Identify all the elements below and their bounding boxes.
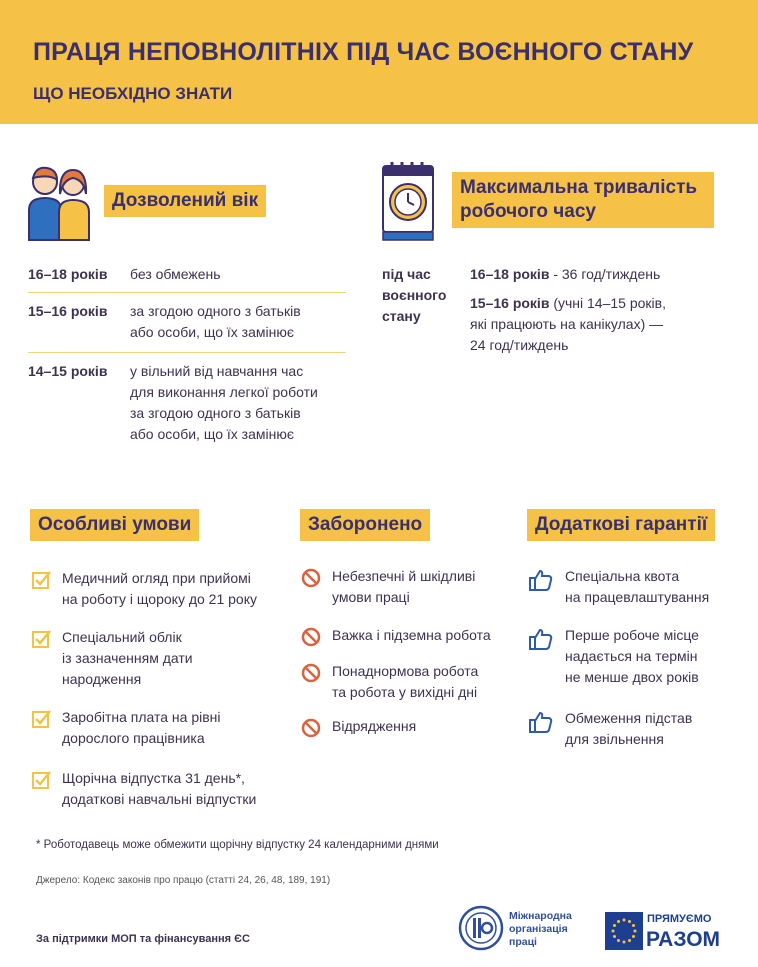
period-line: під час [382, 266, 431, 282]
divider [28, 292, 346, 293]
item-line: Перше робоче місце [565, 627, 699, 643]
label-line: Максимальна тривалість [460, 177, 698, 198]
period-line: воєнного [382, 287, 447, 303]
check-icon [32, 770, 52, 790]
item-line: Щорічна відпустка 31 день*, [62, 770, 245, 786]
age-key: 15–16 років [28, 303, 108, 319]
item-line: народження [62, 671, 142, 687]
period-line: стану [382, 308, 421, 324]
item-line: на працевлаштування [565, 589, 710, 605]
special-conditions-label: Особливі умови [30, 509, 199, 541]
thumbs-up-icon [529, 710, 553, 734]
support-text: За підтримки МОП та фінансування ЄС [36, 933, 250, 945]
prohibited-icon [301, 627, 321, 647]
eu-slogan-top: ПРЯМУЄМО [647, 913, 712, 925]
footnote: * Роботодавець може обмежити щорічну відпустку 24 календарними днями [36, 839, 439, 851]
work-time-age: 15–16 років [470, 295, 550, 311]
age-key: 14–15 років [28, 363, 108, 379]
item-line: Заробітна плата на рівні [62, 709, 221, 725]
item-line: дорослого працівника [62, 730, 205, 746]
work-time-value: 24 год/тиждень [470, 337, 569, 353]
source-text: Джерело: Кодекс законів про працю (статті 24, 26, 48, 189, 191) [36, 875, 331, 886]
work-time-row [470, 264, 730, 285]
thumbs-up-icon [529, 627, 553, 651]
item-line: додаткові навчальні відпустки [62, 791, 257, 807]
item-line: Спеціальна квота [565, 568, 680, 584]
guarantees-label: Додаткові гарантії [527, 509, 715, 541]
work-time-row [470, 293, 740, 356]
item-line: та робота у вихідні дні [332, 684, 478, 700]
item-line: Важка і підземна робота [332, 627, 491, 643]
age-value [130, 264, 360, 285]
ilo-line: Міжнародна [509, 910, 572, 922]
page-title: ПРАЦЯ НЕПОВНОЛІТНІХ ПІД ЧАС ВОЄННОГО СТАНУ [33, 38, 694, 66]
work-time-value: (учні 14–15 років, [549, 295, 666, 311]
item-line: Обмеження підстав [565, 710, 693, 726]
item-line: Медичний огляд при прийомі [62, 570, 251, 586]
work-time-label [452, 172, 714, 228]
item-line: не менше двох років [565, 669, 699, 685]
eu-flag-icon [605, 912, 643, 950]
item-line: на роботу і щороку до 21 року [62, 591, 257, 607]
calendar-clock-icon [380, 160, 438, 242]
age-value-line: за згодою одного з батьків [130, 303, 301, 319]
label-line: робочого часу [460, 200, 596, 222]
age-value-line: або особи, що їх замінює [130, 324, 294, 340]
page-subtitle: ЩО НЕОБХІДНО ЗНАТИ [33, 84, 233, 103]
age-value-line: у вільний від навчання час [130, 363, 304, 379]
item-line: Небезпечні й шкідливі [332, 568, 476, 584]
period-text [382, 264, 462, 327]
age-value-line: для виконання легкої роботи [130, 384, 318, 400]
work-time-value: які працюють на канікулах) — [470, 316, 664, 332]
age-value-line: за згодою одного з батьків [130, 405, 301, 421]
ilo-logo [458, 905, 504, 951]
age-value [130, 301, 360, 343]
age-key: 16–18 років [28, 266, 108, 282]
check-icon [32, 629, 52, 649]
age-value-line: без обмежень [130, 266, 221, 282]
eu-slogan-big: РАЗОМ [646, 928, 721, 951]
item-line: надається на термін [565, 648, 698, 664]
thumbs-up-icon [529, 568, 553, 592]
ilo-line: праці [509, 936, 537, 948]
children-icon [26, 160, 92, 242]
work-time-value: - 36 год/тиждень [549, 266, 661, 282]
item-line: для звільнення [565, 731, 664, 747]
item-line: Відрядження [332, 718, 417, 734]
item-line: Спеціальний облік [62, 629, 182, 645]
item-line: Понаднормова робота [332, 663, 479, 679]
prohibited-icon [301, 663, 321, 683]
check-icon [32, 709, 52, 729]
prohibited-icon [301, 568, 321, 588]
item-line: із зазначенням дати [62, 650, 193, 666]
age-value-line: або особи, що їх замінює [130, 426, 294, 442]
forbidden-label: Заборонено [300, 509, 430, 541]
prohibited-icon [301, 718, 321, 738]
age-value [130, 361, 360, 445]
ilo-name [509, 910, 572, 949]
work-time-age: 16–18 років [470, 266, 550, 282]
divider [28, 352, 346, 353]
item-line: умови праці [332, 589, 410, 605]
allowed-age-label: Дозволений вік [104, 185, 266, 217]
ilo-line: організація [509, 923, 568, 935]
check-icon [32, 570, 52, 590]
